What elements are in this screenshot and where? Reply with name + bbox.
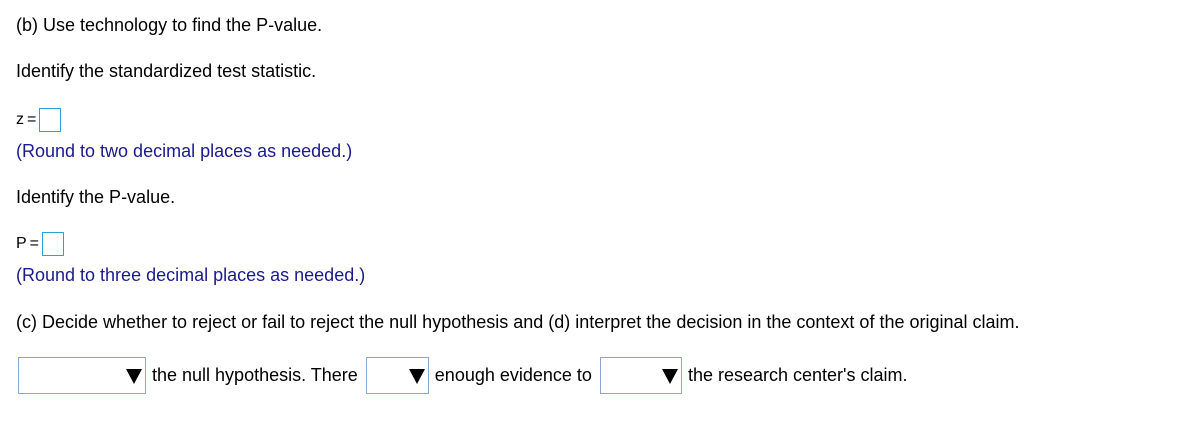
conclusion-text-1: the null hypothesis. There <box>152 365 358 385</box>
dropdown-arrow-icon <box>126 369 142 384</box>
claim-action-dropdown[interactable] <box>600 357 682 394</box>
part-c-heading: (c) Decide whether to reject or fail to reject the null hypothesis and (d) interpret the decision in the context of the original claim. <box>16 312 1020 332</box>
p-rounding-hint: (Round to three decimal places as needed.) <box>16 265 366 285</box>
dropdown-arrow-icon <box>662 369 678 384</box>
conclusion-text-3: the research center's claim. <box>687 365 908 385</box>
z-label: z <box>16 111 24 128</box>
z-answer-box[interactable] <box>39 108 61 132</box>
p-label: P <box>16 235 27 252</box>
evidence-dropdown[interactable] <box>366 357 429 394</box>
z-equals-sign: = <box>27 111 37 128</box>
conclusion-row <box>18 357 915 394</box>
z-rounding-hint: (Round to two decimal places as needed.) <box>16 141 353 161</box>
p-equation <box>16 232 64 256</box>
part-b-heading: (b) Use technology to find the P-value. <box>16 15 323 35</box>
p-answer-box[interactable] <box>42 232 64 256</box>
dropdown-arrow-icon <box>409 369 425 384</box>
z-equation <box>16 108 61 132</box>
identify-statistic-prompt: Identify the standardized test statistic. <box>16 61 317 81</box>
identify-pvalue-prompt: Identify the P-value. <box>16 187 176 207</box>
conclusion-text-2: enough evidence to <box>434 365 592 385</box>
p-equals-sign: = <box>29 235 40 252</box>
reject-decision-dropdown[interactable] <box>18 357 146 394</box>
